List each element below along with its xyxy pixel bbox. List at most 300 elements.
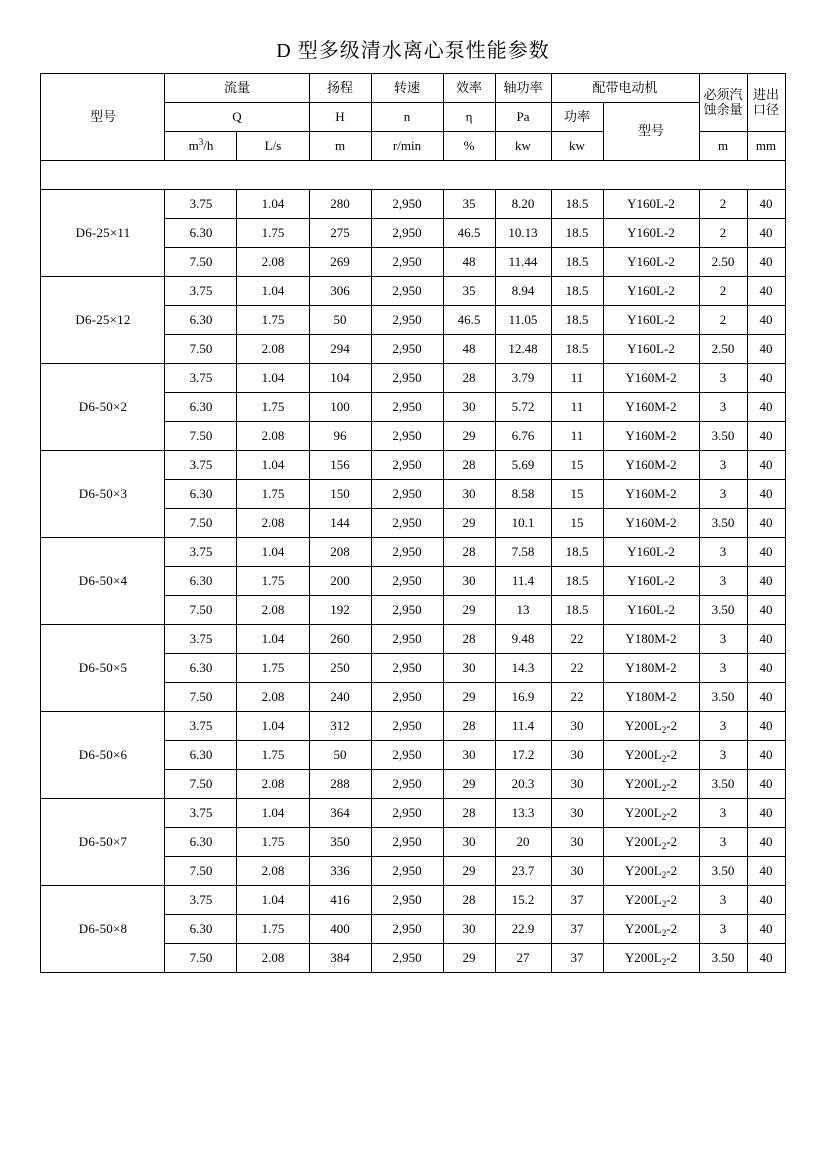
cell-flow-m3h: 6.30 xyxy=(165,915,237,944)
table-row xyxy=(41,364,785,393)
cell-npsh: 3.50 xyxy=(699,422,747,451)
cell-motor-model: $Y200L_2-2$ xyxy=(603,770,699,799)
cell-speed: 2,950 xyxy=(371,190,443,219)
cell-motor-model: $Y200L_2-2$ xyxy=(603,741,699,770)
cell-shaft-power: 6.76 xyxy=(495,422,551,451)
cell-flow-m3h: 7.50 xyxy=(165,509,237,538)
cell-speed: 2,950 xyxy=(371,915,443,944)
cell-efficiency: 29 xyxy=(443,944,495,973)
cell-speed: 2,950 xyxy=(371,538,443,567)
cell-motor-power: 11 xyxy=(551,422,603,451)
cell-efficiency: 28 xyxy=(443,364,495,393)
cell-head: 416 xyxy=(309,886,371,915)
cell-diameter: 40 xyxy=(747,770,785,799)
cell-motor-model: $Y200L_2-2$ xyxy=(603,915,699,944)
cell-efficiency: 29 xyxy=(443,683,495,712)
cell-motor-power: 22 xyxy=(551,654,603,683)
cell-diameter: 40 xyxy=(747,538,785,567)
header-unit-flow-1: $m^3/h$ xyxy=(165,132,237,161)
cell-motor-model: Y180M-2 xyxy=(603,625,699,654)
cell-diameter: 40 xyxy=(747,799,785,828)
cell-motor-model: Y160M-2 xyxy=(603,422,699,451)
table-row xyxy=(41,190,785,219)
header-dia-line1: 进出 xyxy=(753,86,780,102)
cell-motor-model: Y160L-2 xyxy=(603,248,699,277)
cell-diameter: 40 xyxy=(747,712,785,741)
cell-npsh: 2.50 xyxy=(699,335,747,364)
cell-head: 200 xyxy=(309,567,371,596)
cell-flow-m3h: 3.75 xyxy=(165,799,237,828)
cell-motor-model: $Y200L_2-2$ xyxy=(603,886,699,915)
cell-head: 312 xyxy=(309,712,371,741)
cell-efficiency: 30 xyxy=(443,741,495,770)
cell-speed: 2,950 xyxy=(371,741,443,770)
header-unit-dia: mm xyxy=(747,132,785,161)
cell-efficiency: 29 xyxy=(443,770,495,799)
cell-flow-ls: 1.04 xyxy=(237,799,309,828)
cell-motor-model: Y160L-2 xyxy=(603,277,699,306)
cell-flow-ls: 1.75 xyxy=(237,654,309,683)
cell-speed: 2,950 xyxy=(371,480,443,509)
cell-flow-m3h: 6.30 xyxy=(165,306,237,335)
cell-speed: 2,950 xyxy=(371,219,443,248)
cell-efficiency: 28 xyxy=(443,799,495,828)
cell-npsh: 3 xyxy=(699,828,747,857)
cell-motor-power: 22 xyxy=(551,683,603,712)
cell-npsh: 3.50 xyxy=(699,770,747,799)
cell-flow-ls: 2.08 xyxy=(237,422,309,451)
cell-shaft-power: 15.2 xyxy=(495,886,551,915)
cell-head: 275 xyxy=(309,219,371,248)
cell-head: 336 xyxy=(309,857,371,886)
cell-npsh: 2 xyxy=(699,306,747,335)
cell-diameter: 40 xyxy=(747,683,785,712)
cell-npsh: 3 xyxy=(699,799,747,828)
cell-npsh: 3 xyxy=(699,625,747,654)
header-symbol-motor-power: 功率 xyxy=(551,103,603,132)
cell-shaft-power: 10.1 xyxy=(495,509,551,538)
cell-flow-m3h: 7.50 xyxy=(165,770,237,799)
cell-flow-ls: 1.75 xyxy=(237,567,309,596)
table-row xyxy=(41,451,785,480)
cell-npsh: 2 xyxy=(699,219,747,248)
cell-motor-power: 30 xyxy=(551,799,603,828)
cell-efficiency: 29 xyxy=(443,596,495,625)
cell-diameter: 40 xyxy=(747,422,785,451)
table-row xyxy=(41,277,785,306)
table-body xyxy=(41,161,785,973)
cell-speed: 2,950 xyxy=(371,683,443,712)
cell-motor-model: $Y200L_2-2$ xyxy=(603,799,699,828)
cell-shaft-power: 8.94 xyxy=(495,277,551,306)
cell-motor-power: 11 xyxy=(551,393,603,422)
cell-flow-m3h: 7.50 xyxy=(165,248,237,277)
cell-diameter: 40 xyxy=(747,625,785,654)
cell-motor-model: Y160L-2 xyxy=(603,567,699,596)
header-npsh-line1: 必须汽 xyxy=(703,86,743,102)
cell-flow-m3h: 3.75 xyxy=(165,625,237,654)
cell-motor-model: Y160L-2 xyxy=(603,335,699,364)
cell-npsh: 3.50 xyxy=(699,683,747,712)
cell-efficiency: 29 xyxy=(443,422,495,451)
cell-npsh: 2.50 xyxy=(699,248,747,277)
cell-efficiency: 46.5 xyxy=(443,219,495,248)
cell-shaft-power: 12.48 xyxy=(495,335,551,364)
cell-shaft-power: 14.3 xyxy=(495,654,551,683)
table-row xyxy=(41,538,785,567)
cell-flow-m3h: 6.30 xyxy=(165,393,237,422)
cell-efficiency: 48 xyxy=(443,248,495,277)
cell-npsh: 2 xyxy=(699,190,747,219)
cell-flow-m3h: 6.30 xyxy=(165,654,237,683)
cell-flow-m3h: 7.50 xyxy=(165,422,237,451)
cell-speed: 2,950 xyxy=(371,770,443,799)
pump-performance-table xyxy=(40,73,785,973)
cell-npsh: 3.50 xyxy=(699,857,747,886)
cell-head: 192 xyxy=(309,596,371,625)
cell-efficiency: 30 xyxy=(443,654,495,683)
cell-motor-power: 15 xyxy=(551,480,603,509)
cell-efficiency: 30 xyxy=(443,393,495,422)
cell-diameter: 40 xyxy=(747,277,785,306)
header-unit-speed: r/min xyxy=(371,132,443,161)
cell-shaft-power: 20.3 xyxy=(495,770,551,799)
cell-npsh: 2 xyxy=(699,277,747,306)
cell-shaft-power: 9.48 xyxy=(495,625,551,654)
cell-pump-model: D6-50×7 xyxy=(41,799,165,886)
cell-motor-model: Y160L-2 xyxy=(603,306,699,335)
header-npsh-group xyxy=(699,74,747,132)
cell-motor-power: 30 xyxy=(551,770,603,799)
table-header xyxy=(41,74,785,161)
cell-npsh: 3 xyxy=(699,712,747,741)
cell-diameter: 40 xyxy=(747,741,785,770)
cell-flow-ls: 1.04 xyxy=(237,451,309,480)
cell-flow-ls: 1.04 xyxy=(237,277,309,306)
cell-speed: 2,950 xyxy=(371,828,443,857)
header-model: 型号 xyxy=(41,74,165,161)
cell-motor-model: $Y200L_2-2$ xyxy=(603,712,699,741)
header-speed-group: 转速 xyxy=(371,74,443,103)
cell-speed: 2,950 xyxy=(371,509,443,538)
cell-flow-ls: 1.04 xyxy=(237,538,309,567)
cell-diameter: 40 xyxy=(747,828,785,857)
cell-head: 269 xyxy=(309,248,371,277)
cell-head: 400 xyxy=(309,915,371,944)
header-unit-flow-2: L/s xyxy=(237,132,309,161)
table-row xyxy=(41,799,785,828)
cell-efficiency: 48 xyxy=(443,335,495,364)
cell-head: 240 xyxy=(309,683,371,712)
cell-diameter: 40 xyxy=(747,451,785,480)
cell-flow-ls: 1.04 xyxy=(237,886,309,915)
cell-npsh: 3 xyxy=(699,915,747,944)
cell-motor-power: 18.5 xyxy=(551,538,603,567)
cell-efficiency: 30 xyxy=(443,915,495,944)
cell-flow-m3h: 7.50 xyxy=(165,683,237,712)
cell-flow-ls: 1.75 xyxy=(237,219,309,248)
header-motor-group: 配带电动机 xyxy=(551,74,699,103)
cell-flow-ls: 2.08 xyxy=(237,248,309,277)
cell-flow-m3h: 3.75 xyxy=(165,538,237,567)
cell-diameter: 40 xyxy=(747,248,785,277)
cell-diameter: 40 xyxy=(747,335,785,364)
cell-speed: 2,950 xyxy=(371,393,443,422)
cell-motor-power: 18.5 xyxy=(551,306,603,335)
cell-motor-power: 37 xyxy=(551,886,603,915)
cell-shaft-power: 7.58 xyxy=(495,538,551,567)
cell-speed: 2,950 xyxy=(371,799,443,828)
cell-motor-power: 30 xyxy=(551,828,603,857)
header-symbol-efficiency: η xyxy=(443,103,495,132)
cell-motor-model: Y180M-2 xyxy=(603,683,699,712)
cell-speed: 2,950 xyxy=(371,335,443,364)
cell-motor-model: Y160M-2 xyxy=(603,451,699,480)
cell-flow-m3h: 6.30 xyxy=(165,567,237,596)
header-efficiency-group: 效率 xyxy=(443,74,495,103)
cell-npsh: 3.50 xyxy=(699,944,747,973)
cell-flow-m3h: 6.30 xyxy=(165,219,237,248)
cell-efficiency: 35 xyxy=(443,277,495,306)
cell-efficiency: 46.5 xyxy=(443,306,495,335)
table-row xyxy=(41,886,785,915)
cell-motor-power: 15 xyxy=(551,509,603,538)
cell-flow-m3h: 6.30 xyxy=(165,480,237,509)
cell-diameter: 40 xyxy=(747,915,785,944)
cell-flow-ls: 2.08 xyxy=(237,596,309,625)
cell-efficiency: 29 xyxy=(443,857,495,886)
cell-flow-m3h: 6.30 xyxy=(165,741,237,770)
cell-motor-power: 18.5 xyxy=(551,190,603,219)
cell-npsh: 3 xyxy=(699,451,747,480)
cell-speed: 2,950 xyxy=(371,596,443,625)
cell-head: 306 xyxy=(309,277,371,306)
cell-flow-m3h: 7.50 xyxy=(165,596,237,625)
cell-shaft-power: 11.44 xyxy=(495,248,551,277)
cell-npsh: 3 xyxy=(699,480,747,509)
header-row-groups xyxy=(41,74,785,103)
cell-motor-model: Y180M-2 xyxy=(603,654,699,683)
cell-flow-ls: 2.08 xyxy=(237,944,309,973)
cell-shaft-power: 13.3 xyxy=(495,799,551,828)
cell-flow-ls: 2.08 xyxy=(237,509,309,538)
cell-speed: 2,950 xyxy=(371,886,443,915)
cell-speed: 2,950 xyxy=(371,712,443,741)
cell-motor-power: 18.5 xyxy=(551,335,603,364)
cell-motor-model: Y160L-2 xyxy=(603,538,699,567)
cell-pump-model: D6-50×5 xyxy=(41,625,165,712)
cell-speed: 2,950 xyxy=(371,857,443,886)
cell-speed: 2,950 xyxy=(371,625,443,654)
cell-speed: 2,950 xyxy=(371,306,443,335)
cell-head: 100 xyxy=(309,393,371,422)
cell-shaft-power: 3.79 xyxy=(495,364,551,393)
cell-diameter: 40 xyxy=(747,886,785,915)
cell-shaft-power: 11.4 xyxy=(495,567,551,596)
cell-speed: 2,950 xyxy=(371,451,443,480)
cell-motor-model: Y160M-2 xyxy=(603,364,699,393)
cell-shaft-power: 8.20 xyxy=(495,190,551,219)
cell-pump-model: D6-50×4 xyxy=(41,538,165,625)
cell-motor-model: $Y200L_2-2$ xyxy=(603,828,699,857)
cell-speed: 2,950 xyxy=(371,422,443,451)
cell-diameter: 40 xyxy=(747,567,785,596)
cell-flow-m3h: 3.75 xyxy=(165,277,237,306)
cell-motor-power: 37 xyxy=(551,944,603,973)
cell-efficiency: 28 xyxy=(443,538,495,567)
cell-flow-m3h: 7.50 xyxy=(165,857,237,886)
cell-efficiency: 28 xyxy=(443,712,495,741)
cell-motor-power: 30 xyxy=(551,712,603,741)
header-unit-head: m xyxy=(309,132,371,161)
cell-flow-m3h: 3.75 xyxy=(165,712,237,741)
cell-motor-power: 18.5 xyxy=(551,219,603,248)
cell-flow-m3h: 3.75 xyxy=(165,451,237,480)
header-npsh-line2: 蚀余量 xyxy=(703,101,743,117)
header-symbol-flow: Q xyxy=(165,103,309,132)
cell-shaft-power: 11.05 xyxy=(495,306,551,335)
cell-efficiency: 30 xyxy=(443,567,495,596)
cell-efficiency: 28 xyxy=(443,625,495,654)
cell-shaft-power: 5.69 xyxy=(495,451,551,480)
cell-diameter: 40 xyxy=(747,393,785,422)
cell-head: 144 xyxy=(309,509,371,538)
cell-shaft-power: 22.9 xyxy=(495,915,551,944)
header-flow-group: 流量 xyxy=(165,74,309,103)
cell-speed: 2,950 xyxy=(371,277,443,306)
cell-shaft-power: 13 xyxy=(495,596,551,625)
cell-flow-ls: 1.75 xyxy=(237,915,309,944)
cell-shaft-power: 10.13 xyxy=(495,219,551,248)
cell-head: 150 xyxy=(309,480,371,509)
cell-npsh: 3 xyxy=(699,393,747,422)
cell-efficiency: 30 xyxy=(443,480,495,509)
cell-speed: 2,950 xyxy=(371,654,443,683)
cell-efficiency: 35 xyxy=(443,190,495,219)
cell-head: 96 xyxy=(309,422,371,451)
cell-flow-ls: 1.04 xyxy=(237,625,309,654)
cell-head: 260 xyxy=(309,625,371,654)
cell-flow-ls: 1.04 xyxy=(237,712,309,741)
cell-head: 156 xyxy=(309,451,371,480)
cell-flow-m3h: 3.75 xyxy=(165,190,237,219)
cell-head: 250 xyxy=(309,654,371,683)
cell-flow-m3h: 3.75 xyxy=(165,364,237,393)
cell-npsh: 3 xyxy=(699,886,747,915)
cell-diameter: 40 xyxy=(747,944,785,973)
cell-flow-ls: 2.08 xyxy=(237,857,309,886)
cell-motor-power: 30 xyxy=(551,741,603,770)
table-row xyxy=(41,625,785,654)
cell-motor-power: 11 xyxy=(551,364,603,393)
cell-motor-power: 18.5 xyxy=(551,567,603,596)
cell-flow-ls: 1.75 xyxy=(237,741,309,770)
cell-speed: 2,950 xyxy=(371,248,443,277)
cell-motor-power: 18.5 xyxy=(551,277,603,306)
cell-flow-ls: 2.08 xyxy=(237,683,309,712)
cell-shaft-power: 20 xyxy=(495,828,551,857)
cell-pump-model: D6-50×6 xyxy=(41,712,165,799)
cell-shaft-power: 5.72 xyxy=(495,393,551,422)
cell-flow-ls: 1.04 xyxy=(237,364,309,393)
cell-motor-power: 15 xyxy=(551,451,603,480)
cell-flow-ls: 2.08 xyxy=(237,770,309,799)
cell-speed: 2,950 xyxy=(371,364,443,393)
cell-head: 350 xyxy=(309,828,371,857)
cell-motor-model: $Y200L_2-2$ xyxy=(603,857,699,886)
cell-diameter: 40 xyxy=(747,596,785,625)
cell-shaft-power: 16.9 xyxy=(495,683,551,712)
cell-npsh: 3 xyxy=(699,364,747,393)
cell-npsh: 3 xyxy=(699,654,747,683)
cell-motor-model: $Y200L_2-2$ xyxy=(603,944,699,973)
table-gap-cell xyxy=(41,161,785,190)
cell-head: 288 xyxy=(309,770,371,799)
cell-npsh: 3 xyxy=(699,538,747,567)
header-unit-npsh: m xyxy=(699,132,747,161)
cell-diameter: 40 xyxy=(747,306,785,335)
cell-pump-model: D6-50×3 xyxy=(41,451,165,538)
cell-head: 50 xyxy=(309,741,371,770)
cell-motor-model: Y160M-2 xyxy=(603,393,699,422)
table-gap-row xyxy=(41,161,785,190)
cell-diameter: 40 xyxy=(747,190,785,219)
cell-head: 280 xyxy=(309,190,371,219)
cell-motor-power: 18.5 xyxy=(551,248,603,277)
cell-head: 364 xyxy=(309,799,371,828)
page-title: D 型多级清水离心泵性能参数 xyxy=(276,40,550,62)
cell-shaft-power: 11.4 xyxy=(495,712,551,741)
cell-motor-model: Y160L-2 xyxy=(603,596,699,625)
cell-npsh: 3.50 xyxy=(699,509,747,538)
header-dia-line2: 口径 xyxy=(753,101,780,117)
cell-diameter: 40 xyxy=(747,219,785,248)
cell-flow-ls: 1.04 xyxy=(237,190,309,219)
cell-flow-ls: 1.75 xyxy=(237,828,309,857)
cell-speed: 2,950 xyxy=(371,944,443,973)
cell-flow-ls: 1.75 xyxy=(237,393,309,422)
cell-flow-ls: 1.75 xyxy=(237,480,309,509)
cell-pump-model: D6-25×11 xyxy=(41,190,165,277)
cell-flow-m3h: 7.50 xyxy=(165,944,237,973)
header-head-group: 扬程 xyxy=(309,74,371,103)
cell-motor-power: 18.5 xyxy=(551,596,603,625)
table-row xyxy=(41,712,785,741)
cell-shaft-power: 17.2 xyxy=(495,741,551,770)
header-shaft-power-group: 轴功率 xyxy=(495,74,551,103)
cell-pump-model: D6-25×12 xyxy=(41,277,165,364)
header-symbol-shaft-power: Pa xyxy=(495,103,551,132)
cell-motor-model: Y160M-2 xyxy=(603,480,699,509)
header-unit-motor-power: kw xyxy=(551,132,603,161)
header-unit-efficiency: % xyxy=(443,132,495,161)
header-unit-shaft-power: kw xyxy=(495,132,551,161)
cell-shaft-power: 23.7 xyxy=(495,857,551,886)
cell-motor-power: 22 xyxy=(551,625,603,654)
cell-flow-ls: 1.75 xyxy=(237,306,309,335)
cell-head: 294 xyxy=(309,335,371,364)
cell-efficiency: 30 xyxy=(443,828,495,857)
cell-diameter: 40 xyxy=(747,654,785,683)
cell-shaft-power: 27 xyxy=(495,944,551,973)
cell-npsh: 3 xyxy=(699,567,747,596)
cell-motor-model: Y160M-2 xyxy=(603,509,699,538)
cell-pump-model: D6-50×8 xyxy=(41,886,165,973)
cell-flow-ls: 2.08 xyxy=(237,335,309,364)
cell-motor-power: 37 xyxy=(551,915,603,944)
cell-flow-m3h: 6.30 xyxy=(165,828,237,857)
cell-speed: 2,950 xyxy=(371,567,443,596)
